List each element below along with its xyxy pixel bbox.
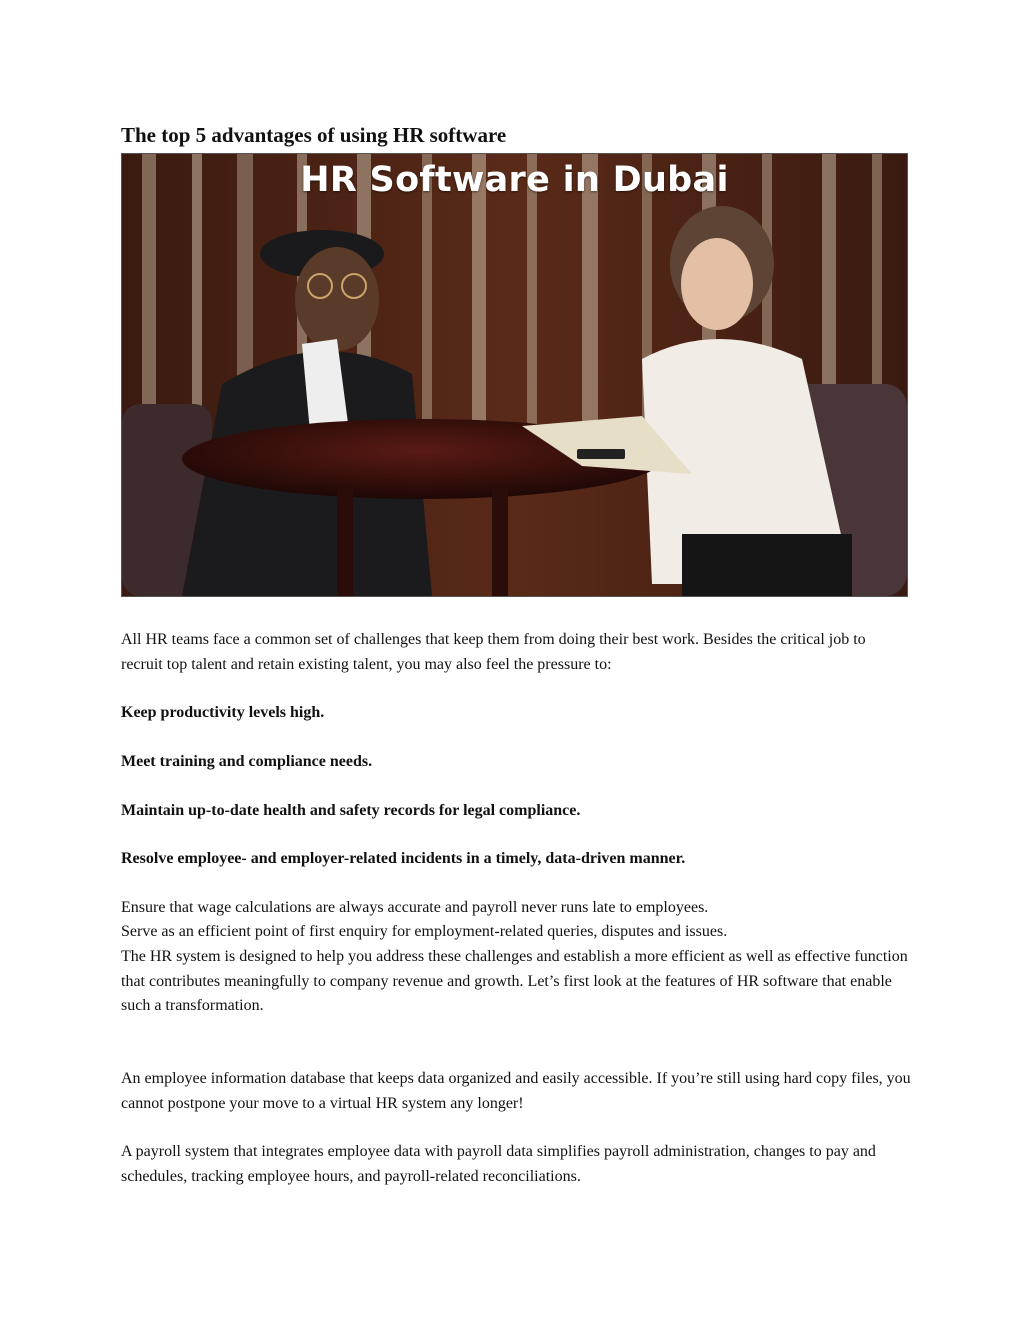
- paragraph-line: The HR system is designed to help you address these challenges and establish a more efficient as well as effective function that contributes meaningfully to company revenue and growth. Let’s first look at the features of HR software that enable such a transformation.: [121, 948, 908, 1014]
- hero-photo-illustration: [122, 154, 907, 596]
- feature-paragraph: A payroll system that integrates employee data with payroll data simplifies payroll administration, changes to pay and schedules, tracking employee hours, and payroll-related reconciliations.: [121, 1143, 876, 1185]
- paragraph-line: Serve as an efficient point of first enquiry for employment-related queries, disputes and issues.: [121, 923, 728, 940]
- paragraph-line: Ensure that wage calculations are always accurate and payroll never runs late to employees.: [121, 899, 709, 916]
- hero-image: [121, 153, 908, 597]
- pressure-item: Meet training and compliance needs.: [121, 753, 373, 770]
- page-title: The top 5 advantages of using HR software: [121, 123, 507, 147]
- feature-paragraph: An employee information database that keeps data organized and easily accessible. If you’re still using hard copy files, you cannot postpone your move to a virtual HR system any longer!: [121, 1070, 911, 1112]
- pressure-item: Resolve employee- and employer-related incidents in a timely, data-driven manner.: [121, 850, 686, 867]
- pressure-item: Keep productivity levels high.: [121, 704, 325, 721]
- pressure-item: Maintain up-to-date health and safety records for legal compliance.: [121, 802, 581, 819]
- hero-caption: HR Software in Dubai: [300, 160, 729, 200]
- intro-paragraph: All HR teams face a common set of challenges that keep them from doing their best work. Besides the critical job to recruit top talent and retain existing talent, you may also feel the pressure to:: [121, 631, 866, 673]
